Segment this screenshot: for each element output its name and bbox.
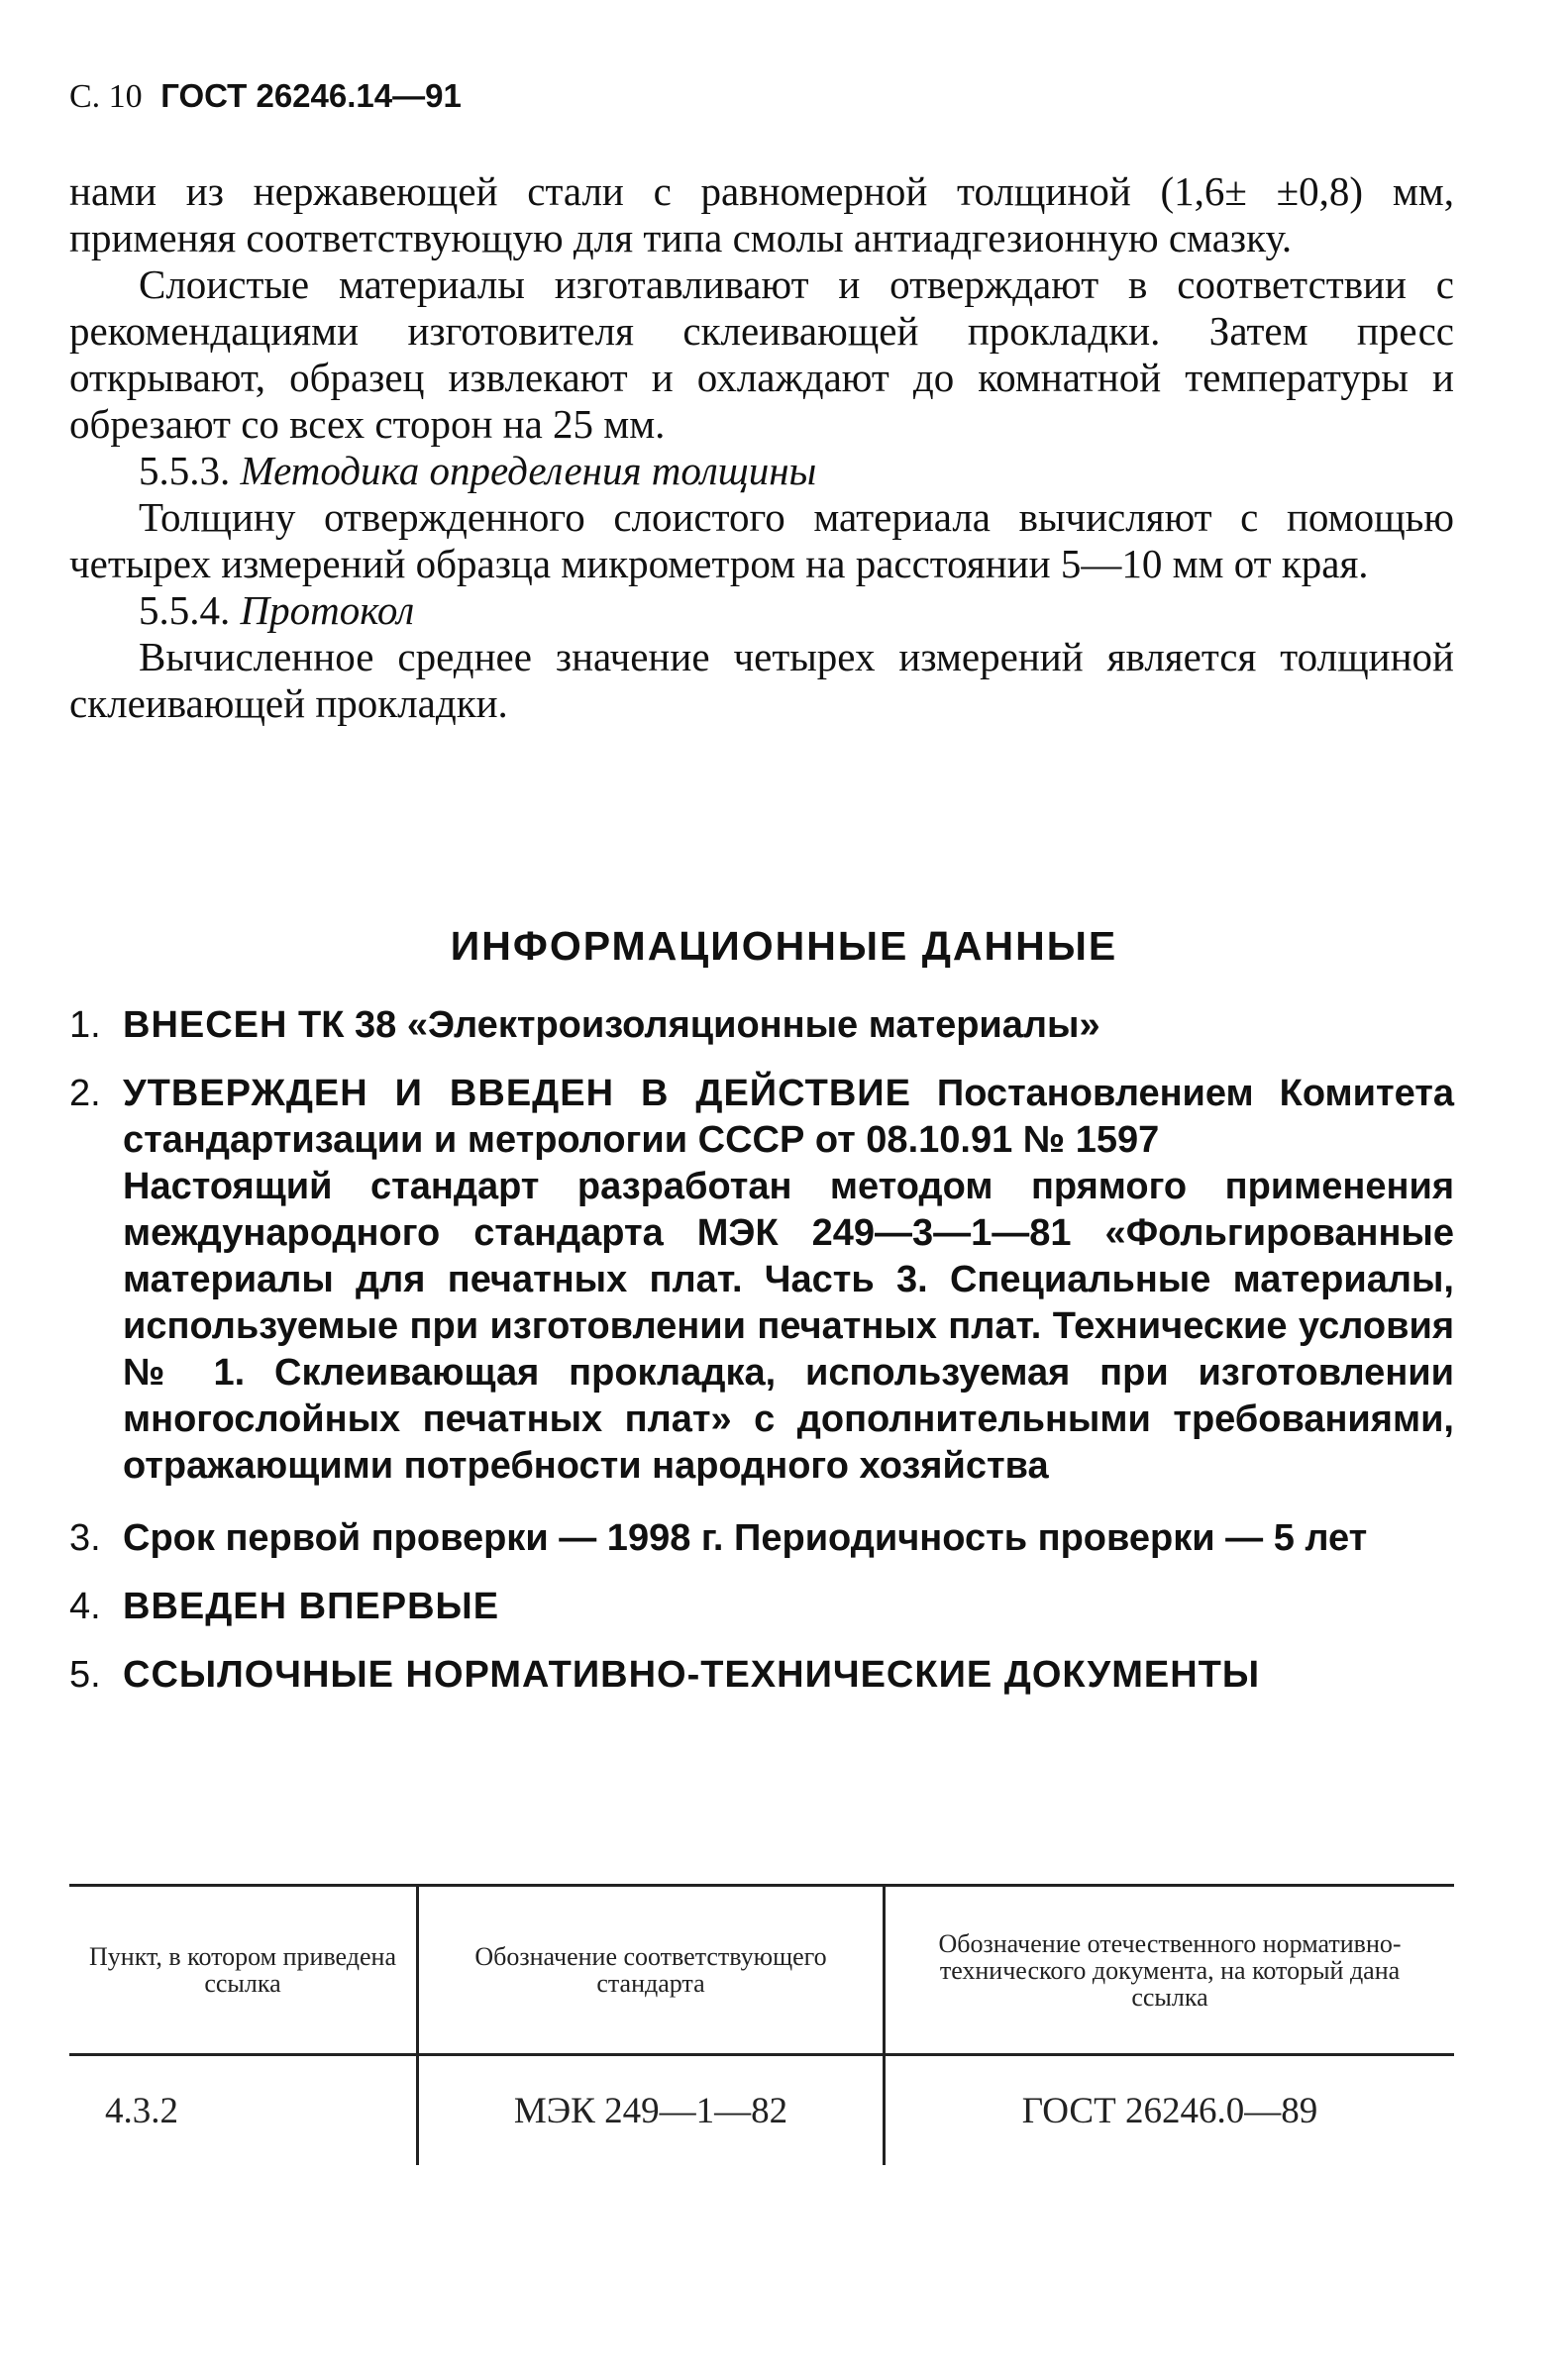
item-extra: Настоящий стандарт разработан методом прямого применения международного стандарта МЭК 249—3—1—81 «Фольгированные материалы для печатных плат. Часть 3. Специальные материалы, используемые при изготовлении печатных плат. Технические условия № 1. Склеивающая прокладка, используемая при изготовлении многослойных печатных плат» с дополнительными требованиями, отражающими потребности народного хозяйства [123,1166,1454,1487]
section-title: Методика определения толщины [240,448,817,493]
info-item [69,1652,1454,1699]
item-text [123,1652,1454,1699]
paragraph: Вычисленное среднее значение четырех измерений является толщиной склеивающей прокладки. [69,634,1454,726]
item-text [123,1515,1454,1562]
item-number: 2. [69,1073,101,1114]
item-body: Срок первой проверки — 1998 г. Периодичность проверки — 5 лет [123,1517,1368,1559]
column-header: Пункт, в котором приведена ссылка [69,1886,418,2055]
item-number: 1. [69,1004,101,1046]
table-cell: МЭК 249—1—82 [418,2055,885,2166]
section-number: 5.5.4. [139,587,231,633]
paragraph: нами из нержавеющей стали с равномерной толщиной (1,6± ±0,8) мм, применяя соответствующую для типа смолы антиадгезионную смазку. [69,168,1454,260]
item-caps: УТВЕРЖДЕН И ВВЕДЕН В ДЕЙСТВИЕ [123,1073,911,1114]
item-caps: ВВЕДЕН ВПЕРВЫЕ [123,1586,500,1627]
item-body: ТК 38 «Электроизоляционные материалы» [298,1004,1100,1046]
column-header: Обозначение отечественного нормативно-технического документа, на который дана ссылка [885,1886,1455,2055]
item-text [123,1002,1454,1049]
item-text [123,1584,1454,1630]
section-title: Протокол [240,587,415,633]
column-header: Обозначение соответствующего стандарта [418,1886,885,2055]
item-caps: ВНЕСЕН [123,1004,288,1046]
item-body: Постановлением Комитета стандартизации и метрологии СССР от 08.10.91 № 1597 [123,1073,1454,1161]
page-header [69,77,462,116]
page-number: С. 10 [69,78,143,115]
item-text [123,1071,1454,1490]
table-header-row [69,1886,1454,2055]
table-cell: 4.3.2 [69,2055,418,2166]
reference-table [69,1884,1454,2165]
item-number: 4. [69,1586,101,1627]
info-item [69,1515,1454,1562]
info-item [69,1071,1454,1490]
section-heading [69,587,1454,634]
info-list [69,1002,1454,1699]
item-caps: ССЫЛОЧНЫЕ НОРМАТИВНО-ТЕХНИЧЕСКИЕ ДОКУМЕНТЫ [123,1654,1261,1696]
section-number: 5.5.3. [139,448,231,493]
item-number: 3. [69,1517,101,1559]
paragraph: Толщину отвержденного слоистого материала вычисляют с помощью четырех измерений образца микрометром на расстоянии 5—10 мм от края. [69,494,1454,586]
table [69,1884,1454,2165]
item-number: 5. [69,1654,101,1696]
section-heading [69,448,1454,494]
info-heading: ИНФОРМАЦИОННЫЕ ДАННЫЕ [450,923,1118,969]
table-row [69,2055,1454,2166]
info-item [69,1584,1454,1630]
body-text [69,168,1454,727]
table-cell: ГОСТ 26246.0—89 [1021,2090,1318,2131]
info-item [69,1002,1454,1049]
standard-number: ГОСТ 26246.14—91 [160,77,462,114]
paragraph: Слоистые материалы изготавливают и отверждают в соответствии с рекомендациями изготовителя склеивающей прокладки. Затем пресс открывают, образец извлекают и охлаждают до комнатной температуры и обрезают со всех сторон на 25 мм. [69,261,1454,447]
